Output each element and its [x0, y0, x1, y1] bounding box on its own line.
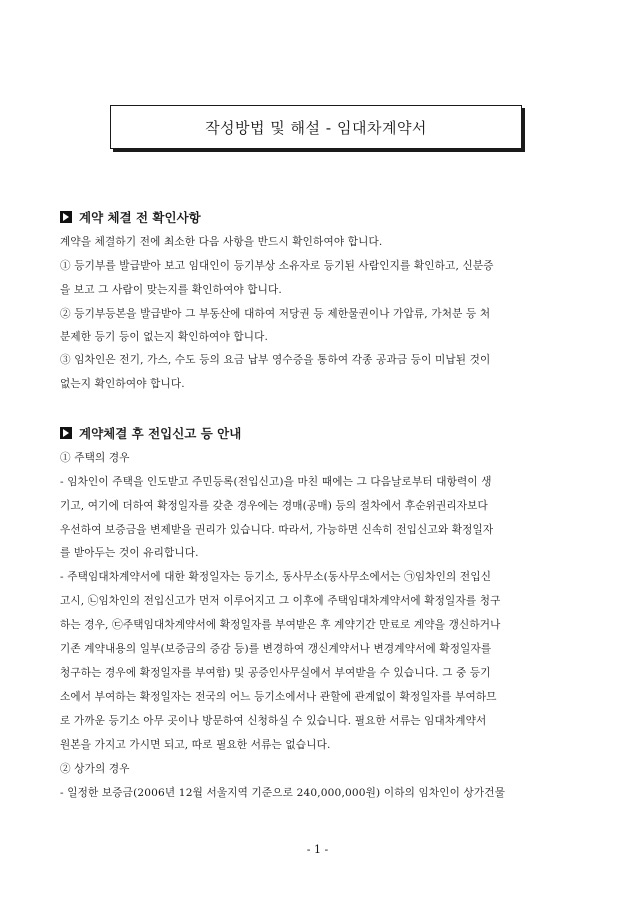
- section-heading-post-contract: [60, 424, 241, 442]
- title-box: [110, 105, 522, 149]
- section-heading-pre-contract: [60, 208, 201, 226]
- paragraph-line: ① 주택의 경우: [60, 452, 130, 464]
- paragraph-line: 계약을 체결하기 전에 최소한 다음 사항을 반드시 확인하여야 합니다.: [60, 236, 383, 248]
- paragraph-line: 청구하는 경우에 확정일자를 부여함) 및 공증인사무실에서 부여받을 수 있습니다. 그 중 등기: [60, 667, 491, 679]
- section-heading-label: 계약 체결 전 확인사항: [79, 210, 201, 225]
- paragraph-line: 분제한 등기 등이 없는지 확인하여야 합니다.: [60, 331, 269, 343]
- paragraph-line: - 일정한 보증금(2006년 12월 서울지역 기준으로 240,000,000원) 이하의 임차인이 상가건물: [60, 787, 506, 799]
- paragraph-line: 를 받아두는 것이 유리합니다.: [60, 547, 199, 559]
- section-heading-label: 계약체결 후 전입신고 등 안내: [79, 426, 242, 441]
- paragraph-line: 로 가까운 등기소 아무 곳이나 방문하여 신청하실 수 있습니다. 필요한 서류는 임대차계약서: [60, 715, 487, 727]
- paragraph-line: 없는지 확인하여야 합니다.: [60, 378, 185, 390]
- paragraph-line: - 주택임대차계약서에 대한 확정일자는 등기소, 동사무소(동사무소에서는 ㉠임차인의 전입신: [60, 571, 492, 583]
- arrow-box-icon: [60, 427, 72, 439]
- arrow-box-icon: [60, 211, 72, 223]
- paragraph-line: 을 보고 그 사람이 맞는지를 확인하여야 합니다.: [60, 284, 282, 296]
- paragraph-line: 하는 경우, ㉢주택임대차계약서에 확정일자를 부여받은 후 계약기간 만료로 계약을 갱신하거나: [60, 619, 501, 631]
- paragraph-line: ③ 임차인은 전기, 가스, 수도 등의 요금 납부 영수증을 통하여 각종 공과금 등이 미납된 것이: [60, 354, 491, 366]
- paragraph-line: 소에서 부여하는 확정일자는 전국의 어느 등기소에서나 관할에 관계없이 확정일자를 부여하므: [60, 691, 497, 703]
- paragraph-line: 고시, ㉡임차인의 전입신고가 먼저 이루어지고 그 이후에 주택임대차계약서에 확정일자를 청구: [60, 595, 501, 607]
- paragraph-line: ② 상가의 경우: [60, 763, 130, 775]
- paragraph-line: 원본을 가지고 가시면 되고, 따로 필요한 서류는 없습니다.: [60, 739, 331, 751]
- document-title: 작성방법 및 해설 - 임대차계약서: [205, 118, 427, 137]
- page-number: - 1 -: [306, 843, 329, 856]
- paragraph-line: 우선하여 보증금을 변제받을 권리가 있습니다. 따라서, 가능하면 신속히 전입신고와 확정일자: [60, 524, 494, 536]
- paragraph-line: ① 등기부를 발급받아 보고 임대인이 등기부상 소유자로 등기된 사람인지를 확인하고, 신분증: [60, 260, 494, 272]
- paragraph-line: ② 등기부등본을 발급받아 그 부동산에 대하여 저당권 등 제한물권이나 가압류, 가처분 등 처: [60, 308, 491, 320]
- paragraph-line: 기존 계약내용의 일부(보증금의 증감 등)를 변경하여 갱신계약서나 변경계약서에 확정일자를: [60, 643, 492, 655]
- paragraph-line: 기고, 여기에 더하여 확정일자를 갖춘 경우에는 경매(공매) 등의 절차에서 후순위권리자보다: [60, 500, 488, 512]
- paragraph-line: - 임차인이 주택을 인도받고 주민등록(전입신고)을 마친 때에는 그 다음날로부터 대항력이 생: [60, 476, 492, 488]
